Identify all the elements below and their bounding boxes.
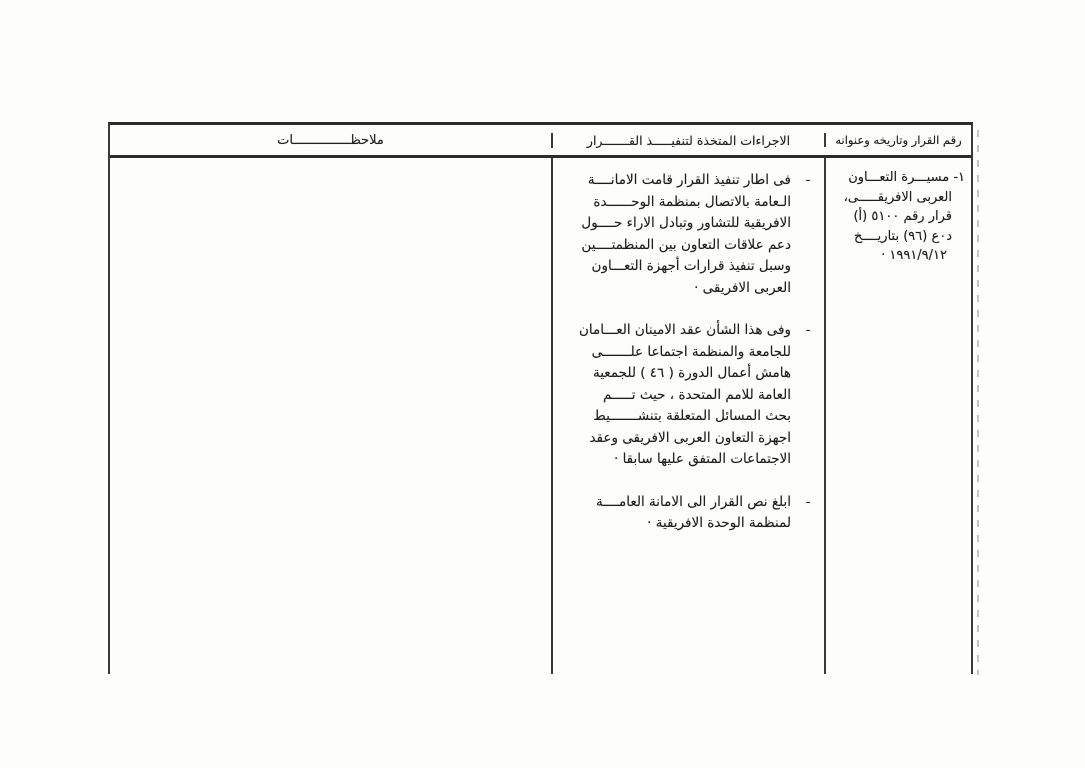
action-line: الاجتماعات المتفق عليها سابقا ·: [613, 451, 791, 467]
column-header-actions-taken: الاجراءات المتخذة لتنفيـــــذ القـــــــرار: [551, 133, 824, 148]
decision-number-line: قرار رقم ٥١٠٠ (أ): [853, 209, 952, 224]
action-line: العربى الافريقى ·: [694, 279, 791, 296]
action-line: وسبل تنفيذ قرارات أجهزة التعـــاون: [591, 258, 791, 274]
column-header-notes: ملاحظـــــــــــــــات: [277, 132, 384, 148]
action-paragraph: [559, 492, 814, 535]
action-line: بحث المسائل المتعلقة بتنشـــــــيط: [593, 408, 791, 424]
action-paragraph: [559, 320, 814, 471]
table-header-row: [110, 125, 971, 158]
table-row: [110, 158, 971, 674]
action-line: للجامعة والمنظمة اجتماعا علـــــــى: [591, 343, 791, 360]
action-line: فى اطار تنفيذ القرار قامت الامانــــة: [587, 172, 791, 188]
action-paragraph-lines: [559, 492, 791, 535]
decision-session-line: د٠ع (٩٦) بتاريــــخ: [854, 228, 952, 244]
action-paragraph: [559, 170, 814, 299]
action-line: الـعامة بالاتصال بمنظمة الوحــــــدة: [593, 193, 791, 210]
dash-bullet: -: [805, 493, 811, 510]
action-line: هامش أعمال الدورة ( ٤٦ ) للجمعية: [593, 365, 791, 381]
action-line: الافريقية للتشاور وتبادل الاراء حــــول: [581, 215, 791, 231]
decision-title-line: ١- مسيـــرة التعـــاون: [848, 170, 965, 185]
decision-date-line: ١٩٩١/٩/١٢ ·: [881, 248, 947, 263]
dash-bullet: -: [805, 172, 811, 188]
decisions-table: [108, 122, 973, 674]
action-line: العامة للامم المتحدة ، حيث تـــــم: [603, 386, 791, 403]
action-line: وفى هذا الشأن عقد الامينان العـــامان: [578, 322, 791, 338]
decision-title-line: العربى الافريقـــــى،: [843, 189, 952, 205]
action-line: ابلغ نص القرار الى الامانة العامــــة: [595, 493, 791, 510]
notes-cell: [110, 158, 551, 674]
action-paragraph-lines: [559, 170, 791, 299]
action-paragraph-lines: [559, 320, 791, 471]
decision-reference-cell: [824, 158, 971, 674]
column-header-decision-number: رقم القرار وتاريخه وعنوانه: [824, 133, 971, 147]
scan-edge-artifact: [977, 130, 979, 675]
action-line: لمنظمة الوحدة الافريقية ·: [647, 515, 791, 531]
action-line: دعم علاقات التعاون بين المنظمتــــين: [581, 236, 791, 253]
actions-taken-cell: [551, 158, 824, 674]
action-line: اجهزة التعاون العربى الافريقى وعقد: [589, 429, 791, 446]
dash-bullet: -: [805, 322, 811, 338]
